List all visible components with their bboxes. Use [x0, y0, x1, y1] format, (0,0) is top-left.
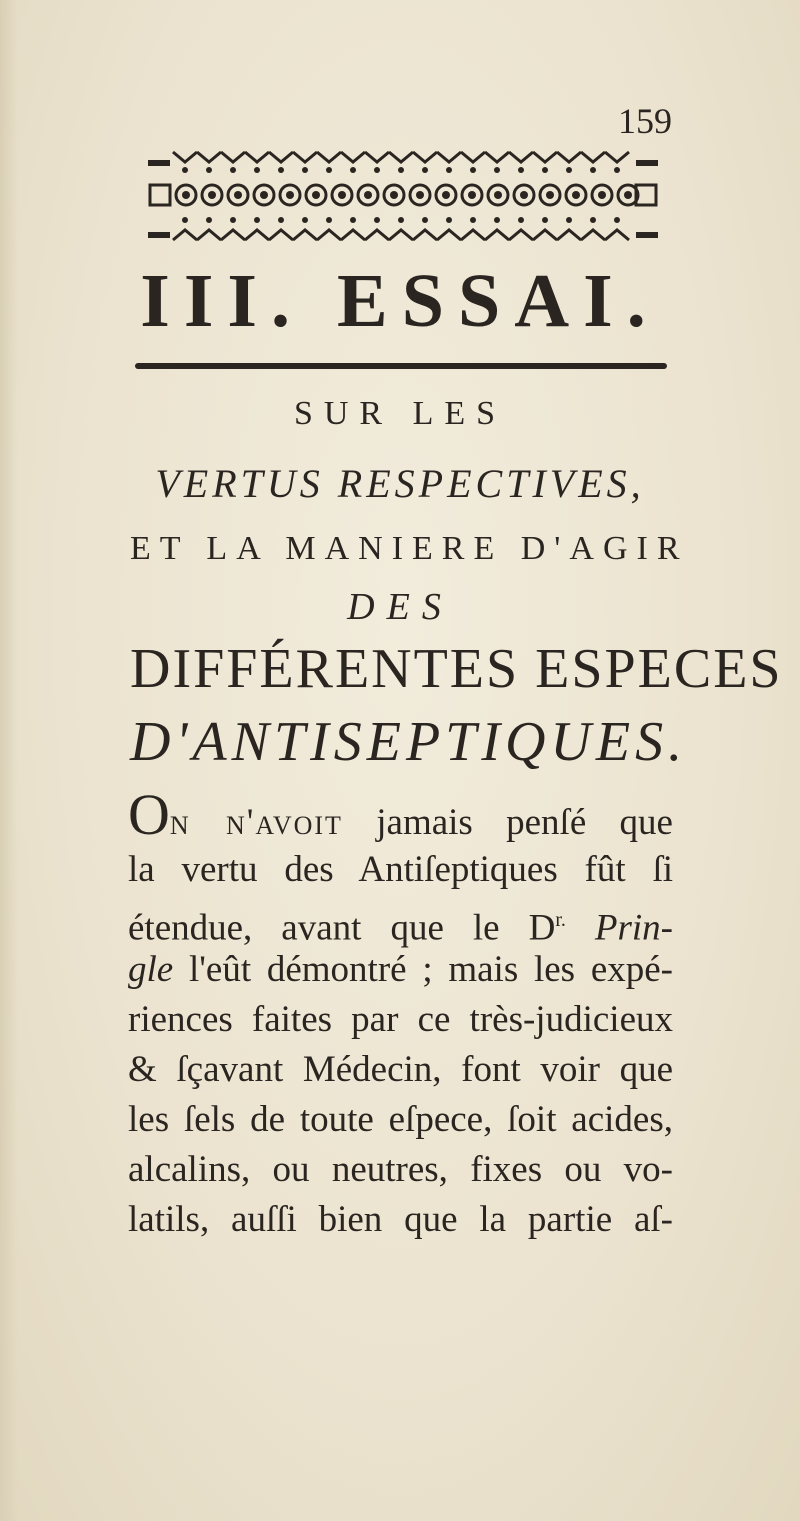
body-line-1: On n'avoit jamais penſé que	[128, 782, 673, 847]
body-line-6: & ſçavant Médecin, font voir que	[128, 1049, 673, 1090]
body-line-7: les ſels de toute eſpece, ſoit acides,	[128, 1099, 673, 1140]
subtitle-des: DES	[347, 586, 453, 628]
decorative-fleuron-band-icon	[148, 140, 658, 250]
body-line-3: étendue, avant que le $D^{r.}$ Prin-	[128, 907, 673, 949]
body-line-8: alcalins, ou neutres, fixes ou vo-	[128, 1149, 673, 1190]
subtitle-maniere: ET LA MANIERE D'AGIR	[130, 530, 689, 567]
subtitle-differentes: DIFFÉRENTES ESPECES	[130, 638, 783, 700]
essay-heading: III. ESSAI.	[140, 259, 660, 343]
page-edge-shadow	[0, 0, 18, 1521]
body-line-9: latils, auſſi bien que la partie aſ-	[128, 1199, 673, 1240]
body-line-4: gle l'eût démontré ; mais les expé-	[128, 949, 673, 990]
subtitle-antiseptiques: D'ANTISEPTIQUES.	[130, 711, 688, 773]
drop-cap: O	[128, 782, 170, 847]
page-number: 159	[618, 101, 672, 141]
body-paragraph	[128, 782, 673, 1245]
subtitle-vertus: VERTUS RESPECTIVES,	[155, 461, 645, 506]
body-line-2: la vertu des Antiſeptiques fût ſi	[128, 849, 673, 890]
subtitle-sur-les: SUR LES	[293, 395, 507, 432]
title-rule	[135, 363, 667, 369]
body-line-5: riences faites par ce très-judicieux	[128, 999, 673, 1040]
